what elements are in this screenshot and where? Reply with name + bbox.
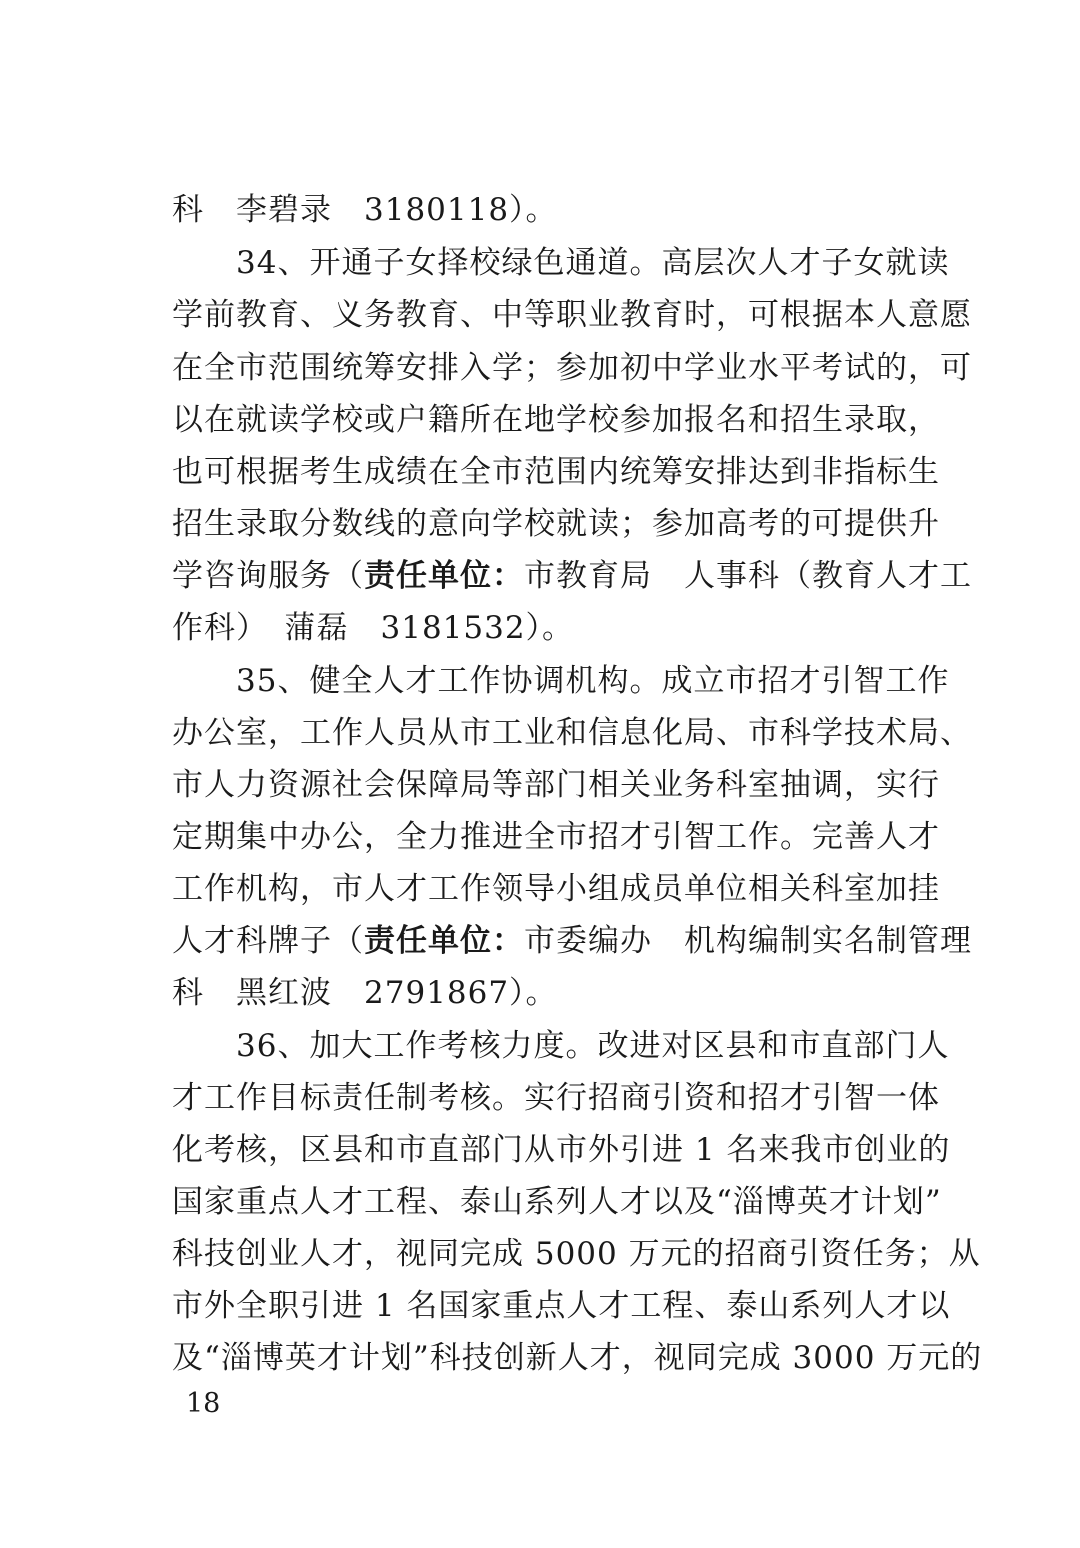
- page-number: 18: [186, 1388, 221, 1419]
- text-line: 办公室，工作人员从市工业和信息化局、市科学技术局、: [172, 715, 972, 751]
- responsible-unit-label: 责任单位：: [364, 558, 524, 594]
- text-line: 国家重点人才工程、泰山系列人才以及“淄博英才计划”: [172, 1184, 942, 1220]
- text-line: 35、健全人才工作协调机构。成立市招才引智工作: [172, 663, 950, 699]
- text-line: 及“淄博英才计划”科技创新人才，视同完成 3000 万元的: [172, 1340, 983, 1376]
- text-line: 定期集中办公，全力推进全市招才引智工作。完善人才: [172, 819, 940, 855]
- text-segment: 市教育局 人事科（教育人才工: [524, 558, 972, 594]
- text-segment: 学咨询服务（: [172, 558, 364, 594]
- responsible-unit-label: 责任单位：: [364, 923, 524, 959]
- text-line: 工作机构，市人才工作领导小组成员单位相关科室加挂: [172, 871, 940, 907]
- text-line: 招生录取分数线的意向学校就读；参加高考的可提供升: [172, 506, 940, 542]
- text-line: 34、开通子女择校绿色通道。高层次人才子女就读: [172, 245, 950, 281]
- text-line: 以在就读学校或户籍所在地学校参加报名和招生录取，: [172, 402, 940, 438]
- text-line: 学前教育、义务教育、中等职业教育时，可根据本人意愿: [172, 297, 972, 333]
- text-line: 才工作目标责任制考核。实行招商引资和招才引智一体: [172, 1080, 940, 1116]
- text-line: 市人力资源社会保障局等部门相关业务科室抽调，实行: [172, 767, 940, 803]
- text-line: 科 李碧录 3180118）。: [172, 192, 558, 228]
- text-segment: 市委编办 机构编制实名制管理: [524, 923, 972, 959]
- text-line: 科 黑红波 2791867）。: [172, 975, 558, 1011]
- text-line: [172, 915, 972, 967]
- text-line: 36、加大工作考核力度。改进对区县和市直部门人: [172, 1028, 950, 1064]
- text-line: 作科） 蒲磊 3181532）。: [172, 610, 575, 646]
- text-line: 化考核，区县和市直部门从市外引进 1 名来我市创业的: [172, 1132, 951, 1168]
- text-line: 市外全职引进 1 名国家重点人才工程、泰山系列人才以: [172, 1288, 951, 1324]
- text-line: 在全市范围统筹安排入学；参加初中学业水平考试的，可: [172, 350, 972, 386]
- text-line: 科技创业人才，视同完成 5000 万元的招商引资任务；从: [172, 1236, 981, 1272]
- text-line: [172, 550, 972, 602]
- text-segment: 人才科牌子（: [172, 923, 364, 959]
- text-line: 也可根据考生成绩在全市范围内统筹安排达到非指标生: [172, 454, 940, 490]
